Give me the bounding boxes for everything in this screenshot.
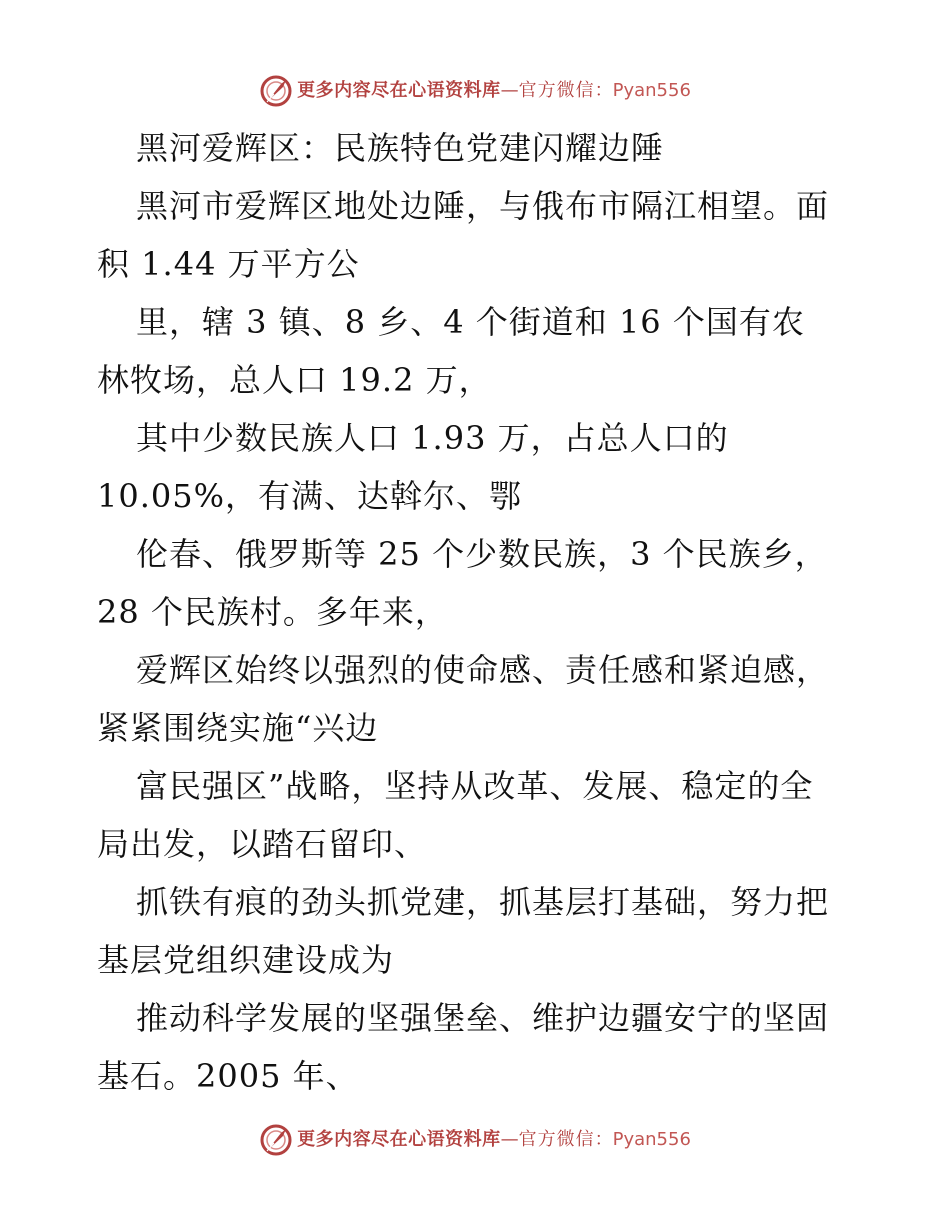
text-line: 积 1.44 万平方公 [97,245,360,283]
watermark-dash: — [500,80,519,101]
text-line: 黑河市爱辉区地处边陲，与俄布市隔江相望。面 [136,187,830,225]
watermark-wechat-id: Pyan556 [612,80,691,101]
quill-pen-logo-icon [259,1123,293,1157]
text-line: 28 个民族村。多年来， [97,593,448,631]
watermark-wechat-label: 官方微信 [518,1129,595,1150]
text-line: 富民强区”战略，坚持从改革、发展、稳定的全 [136,767,814,805]
text-line: 抓铁有痕的劲头抓党建，抓基层打基础，努力把 [136,883,830,921]
text-line: 伦春、俄罗斯等 25 个少数民族，3 个民族乡， [136,535,828,573]
watermark-title: 更多内容尽在心语资料库 [297,1129,501,1150]
text-line: 局出发，以踏石留印、 [97,825,428,863]
document-title: 黑河爱辉区：民族特色党建闪耀边陲 [136,129,665,167]
text-line: 其中少数民族人口 1.93 万，占总人口的 [136,419,729,457]
footer-watermark [0,1120,950,1160]
text-line: 基石。2005 年、 [97,1057,359,1095]
text-line: 10.05%，有满、达斡尔、鄂 [97,477,523,515]
watermark-dash: — [500,1129,519,1150]
watermark-title: 更多内容尽在心语资料库 [297,80,501,101]
text-line: 紧紧围绕实施“兴边 [97,709,379,747]
watermark-wechat-id: Pyan556 [612,1129,691,1150]
text-line: 里，辖 3 镇、8 乡、4 个街道和 16 个国有农 [136,303,805,341]
text-line: 林牧场，总人口 19.2 万， [97,361,492,399]
watermark-colon: ： [594,80,613,101]
text-line: 爱辉区始终以强烈的使命感、责任感和紧迫感， [136,651,830,689]
text-line: 基层党组织建设成为 [97,941,395,979]
watermark-wechat-label: 官方微信 [518,80,595,101]
text-line: 推动科学发展的坚强堡垒、维护边疆安宁的坚固 [136,999,830,1037]
watermark-colon: ： [594,1129,613,1150]
